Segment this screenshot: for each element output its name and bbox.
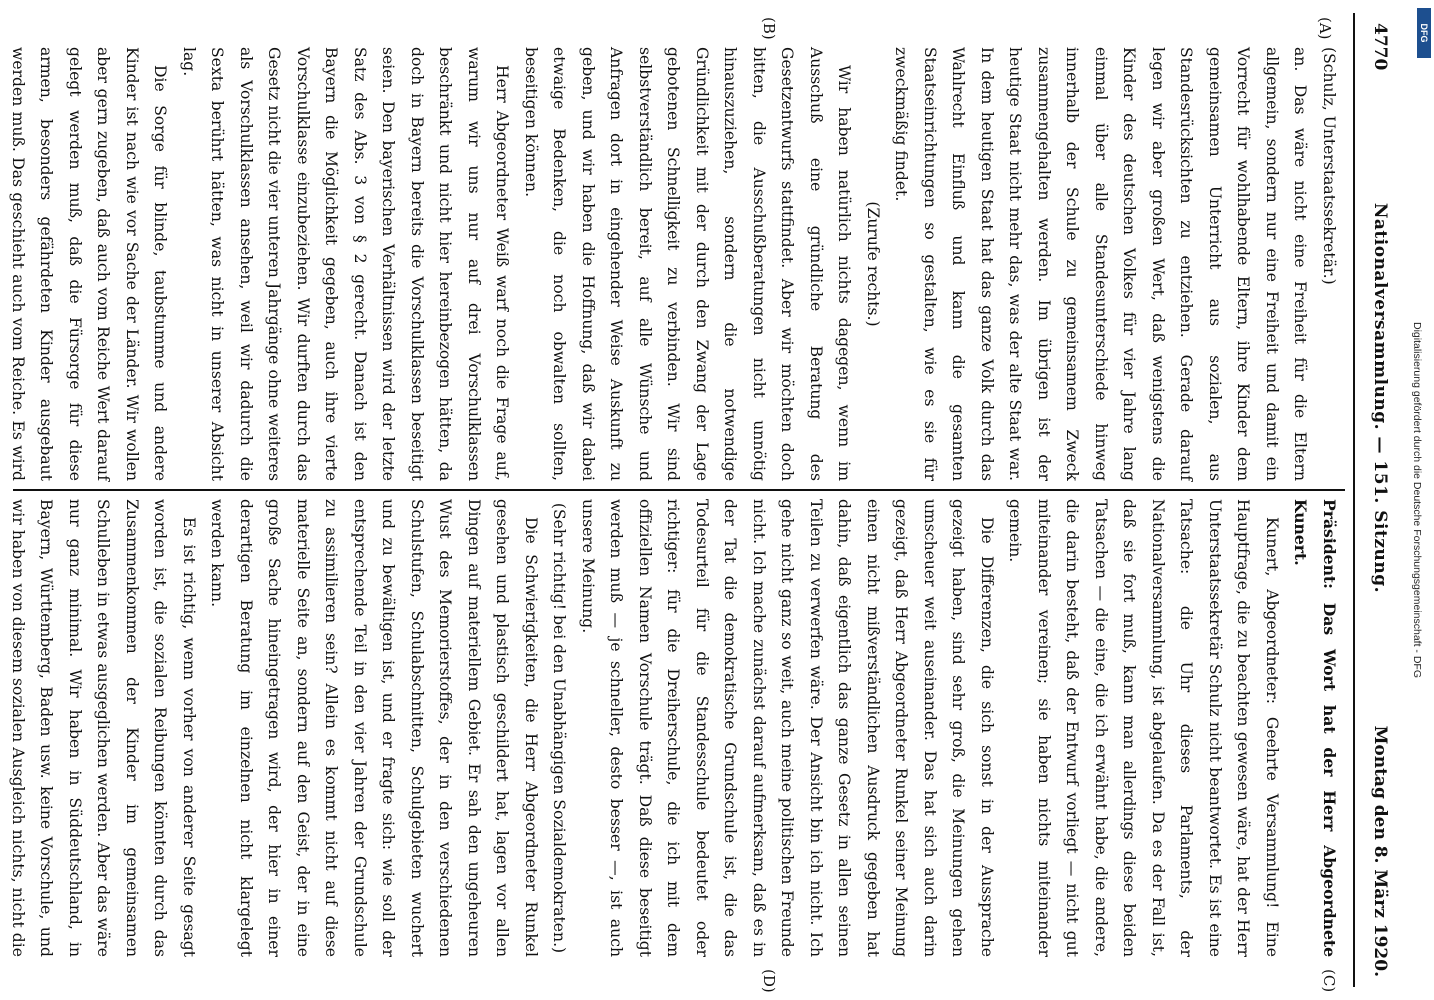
paragraph: Wir haben natürlich nichts dagegen, wenn im Ausschuß eine gründliche Beratung des Gesetzentwurfs stattfindet. Aber wir möchten doch bitten, die Ausschußberatungen nicht unnötig hinauszuziehen, sondern die notwendige Gründlichkeit mit der durch den Zwang der Lage gebotenen Schnelligkeit zu verbinden. Wir sind selbstverständlich bereit, auf alle Wünsche und Anfragen dort in eingehender Weise Auskunft zu geben, und wir haben die Hoffnung, daß wir dabei etwaige Bedenken, die noch obwalten sollten, beseitigen können. [522, 47, 854, 481]
margin-marker-d: (D) [760, 969, 778, 993]
interjection: (Sehr richtig! bei den Unabhängigen Sozialdemokraten.) [550, 502, 569, 954]
digitization-note-text: Digitalisierung gefördert durch die Deutsche Forschungsgemeinschaft - DFG [1411, 321, 1423, 679]
margin-marker-c: (C) [1320, 969, 1338, 993]
page-number: 4770 [1370, 23, 1390, 71]
digitization-note [1402, 0, 1432, 1000]
president-line: Präsident: Das Wort hat der Herr Abgeordnete Kunert. [1291, 499, 1339, 957]
dfg-badge-text: DFG [1419, 23, 1429, 43]
left-column [9, 13, 1343, 481]
paragraph: Kunert, Abgeordneter: Geehrte Versammlung! Eine Hauptfrage, die zu beachten gewesen wäre, hat der Herr Unterstaatssekretär Schulz nicht beantwortet. Es ist eine Tatsache: die Uhr dieses Parlaments, der Nationalversammlung, ist abgelaufen. Da es der Fall ist, daß sie fort muß, kann man allerdings diese beiden Tatsachen — die eine, die ich erwähnt habe, die andere, die darin besteht, daß der Entwurf vorliegt — nicht gut miteinander vereinen; sie haben nichts miteinander gemein. [1006, 499, 1281, 957]
speaker-tag: (Schulz, Unterstaatssekretär.) [1320, 47, 1338, 285]
paragraph: Herr Abgeordneter Weiß warf noch die Frage auf, warum wir uns nur auf drei Vorschulklassen beschränkt und nicht hier hereinbezogen hätten, da doch in Bayern bereits die Vorschulklassen beseitigt seien. Den bayerischen Verhältnissen wird der letzte Satz des Abs. 3 von § 2 gerecht. Danach ist den Bayern die Möglichkeit gegeben, auch ihre vierte Vorschulklasse einzubeziehen. Wir durften durch das Gesetz nicht die vier unteren Jahrgänge ohne weiteres als Vorschulklassen ansehen, weil wir dadurch die Sexta berührt hätten, was nicht in unserer Absicht lag. [180, 47, 512, 481]
rotated-page [9, 13, 1405, 993]
session-title: Nationalversammlung. — 151. Sitzung. [1370, 202, 1390, 594]
paragraph: Die Sorge für blinde, taubstumme und andere Kinder ist nach wie vor Sache der Länder. Wir wollen aber gern zugeben, daß auch vom Reiche Wert darauf gelegt werden muß, daß die Fürsorge für diese armen, besonders gefährdeten Kinder ausgebaut werden muß. Das geschieht auch vom Reiche. Es wird [9, 47, 170, 481]
session-date: Montag den 8. März 1920. [1370, 725, 1390, 977]
paragraph: Die Schwierigkeiten, die Herr Abgeordneter Runkel gesehen und plastisch geschildert hat, lagen vor allen Dingen auf materiellem Gebiet. Er sah den ungeheuren Wust des Memorierstoffes, der in den verschiedenen Schulstufen, Schulabschnitten, Schulgebieten wuchert und zu bewältigen ist, und er fragte sich: wie soll der entsprechende Teil in den vier Jahren der Grundschule zu assimilieren sein? Allein es kommt nicht auf diese materielle Seite an, sondern auf den Geist, der in eine große Sache hineingetragen wird, der hier in einer derartigen Beratung im einzelnen nicht klargelegt werden kann. [208, 499, 540, 957]
interjection: (Zurufe rechts.) [864, 201, 882, 327]
right-column [9, 499, 1343, 993]
margin-marker-b: (B) [760, 17, 778, 40]
paragraph: an. Das wäre nicht eine Freiheit für die Eltern allgemein, sondern nur eine Freiheit und damit ein Vorrecht für wohlhabende Eltern, ihre Kinder dem gemeinsamen Unterricht aus sozialen, aus Standesrücksichten zu entziehen. Gerade darauf legen wir aber großen Wert, daß wenigstens die Kinder des deutschen Volkes für vier Jahre lang einmal über alle Standesunterschiede hinweg innerhalb der Schule zu gemeinsamem Zweck zusammengehalten werden. Im übrigen ist der heutige Staat nicht mehr das, was der alte Staat war. In dem heutigen Staat hat das ganze Volk durch das Wahlrecht Einfluß und kann die gesamten Staatseinrichtungen so gestalten, wie es sie für zweckmäßig findet. [892, 47, 1310, 481]
paragraph: Es ist richtig, wenn vorher von anderer Seite gesagt worden ist, die sozialen Reibungen könnten durch das Zusammenkommen der Kinder im gemeinsamen Schulleben in etwas ausgeglichen werden. Aber das wäre nur ganz minimal. Wir haben in Süddeutschland, in Bayern, Württemberg, Baden usw. keine Vorschule, und wir haben von diesem sozialen Ausgleich nichts, nicht die [9, 499, 198, 957]
margin-marker-a: (A) [1316, 17, 1334, 40]
paragraph: Die Differenzen, die sich sonst in der Aussprache gezeigt haben, sind sehr groß, die Meinungen gehen umscheuer weit auseinander. Das hat sich auch darin gezeigt, daß Herr Abgeordneter Runkel seiner Meinung einen nicht mißverständlichen Ausdruck gegeben hat dahin, daß eigentlich das ganze Gesetz in allen seinen Teilen zu verwerfen wäre. Der Ansicht bin ich nicht. Ich gehe nicht ganz so weit, auch meine politischen Freunde nicht. Ich mache zunächst darauf aufmerksam, daß es in der Tat die demokratische Grundschule ist, die das Todesurteil für die Standesschule bedeutet oder richtiger: für die Dreiherschule, die ich mit dem offiziellen Namen Vorschule trägt. Daß diese beseitigt werden muß — je schneller, desto besser —, ist auch unsere Meinung. [579, 499, 996, 957]
column-divider [13, 489, 1345, 491]
dfg-logo-badge [1417, 8, 1431, 58]
page-header [1353, 13, 1405, 987]
